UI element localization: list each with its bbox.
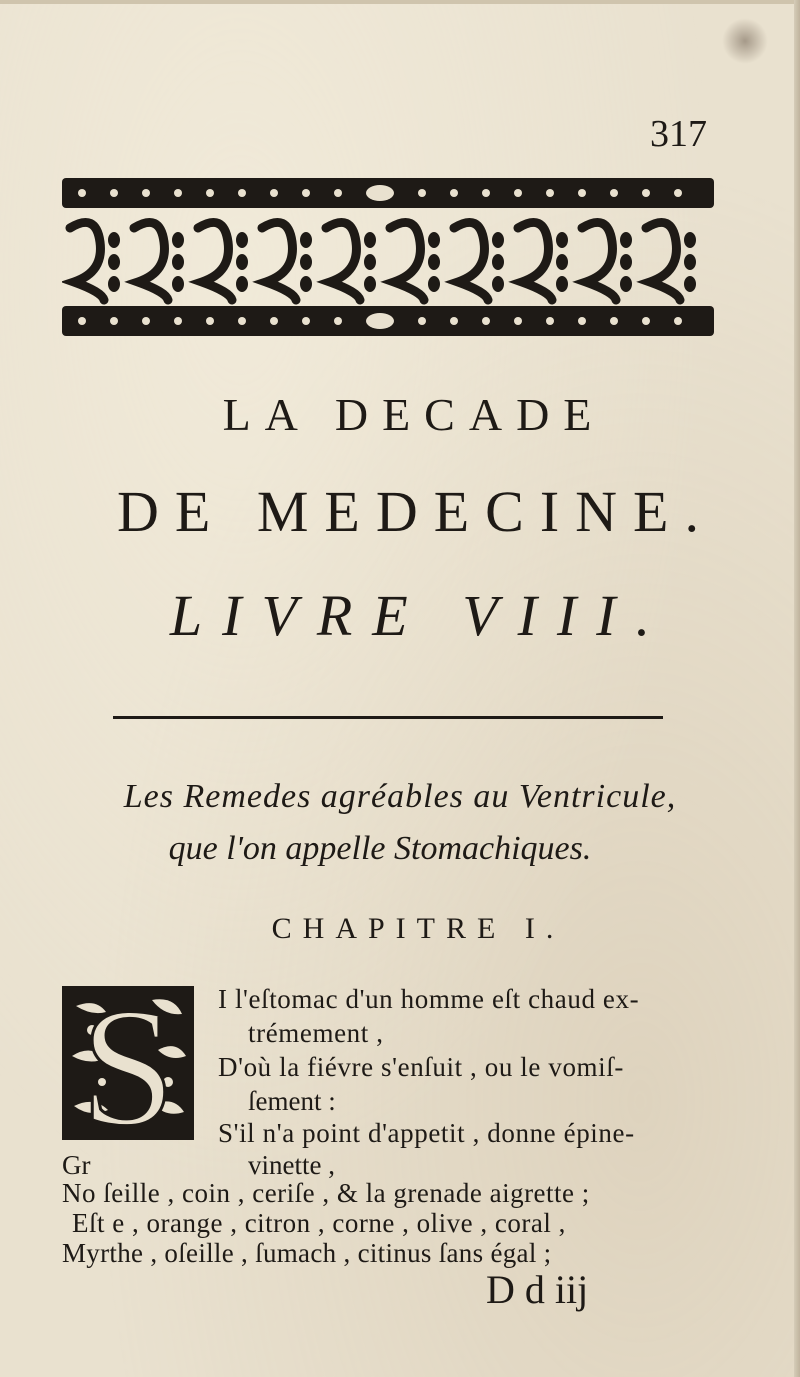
chapter-heading: CHAPITRE I. — [271, 912, 565, 945]
verse-line-6: vinette , — [248, 1150, 335, 1180]
title-line-1: LA DECADE — [222, 389, 606, 440]
verse-line-2: trémement , — [248, 1018, 384, 1048]
horizontal-rule — [113, 716, 663, 719]
verse-line-5: S'il n'a point d'appetit , donne épine- — [218, 1118, 635, 1148]
page-top-edge — [0, 0, 800, 4]
svg-text:S: S — [80, 986, 176, 1140]
verse-line-7: No ſeille , coin , ceriſe , & la grenade aigrette ; — [62, 1178, 590, 1208]
drop-cap-letter — [62, 986, 194, 1140]
subtitle-line-1: Les Remedes agréables au Ventricule, — [123, 778, 677, 815]
verse-line-1: I l'eſtomac d'un homme eſt chaud ex- — [218, 984, 640, 1014]
verse-line-4: ſement : — [248, 1086, 336, 1116]
page-number: 317 — [650, 113, 707, 155]
verse-line-9: Myrthe , oſeille , ſumach , citinus ſans égal ; — [62, 1238, 552, 1268]
ornament-headpiece — [62, 178, 714, 338]
verse-line-8: Eſt e , orange , citron , corne , olive , coral , — [72, 1208, 566, 1238]
title-line-3: LIVRE VIII. — [169, 583, 671, 648]
catchword-left: Gr — [62, 1150, 91, 1180]
subtitle-line-2: que l'on appelle Stomachiques. — [168, 830, 592, 867]
page-right-edge — [794, 0, 800, 1377]
ink-blot — [722, 18, 768, 64]
verse-line-3: D'où la fiévre s'enſuit , ou le vomiſ- — [218, 1052, 624, 1082]
signature-mark: D d iij — [486, 1267, 589, 1312]
title-line-2: DE MEDECINE. — [117, 479, 715, 544]
